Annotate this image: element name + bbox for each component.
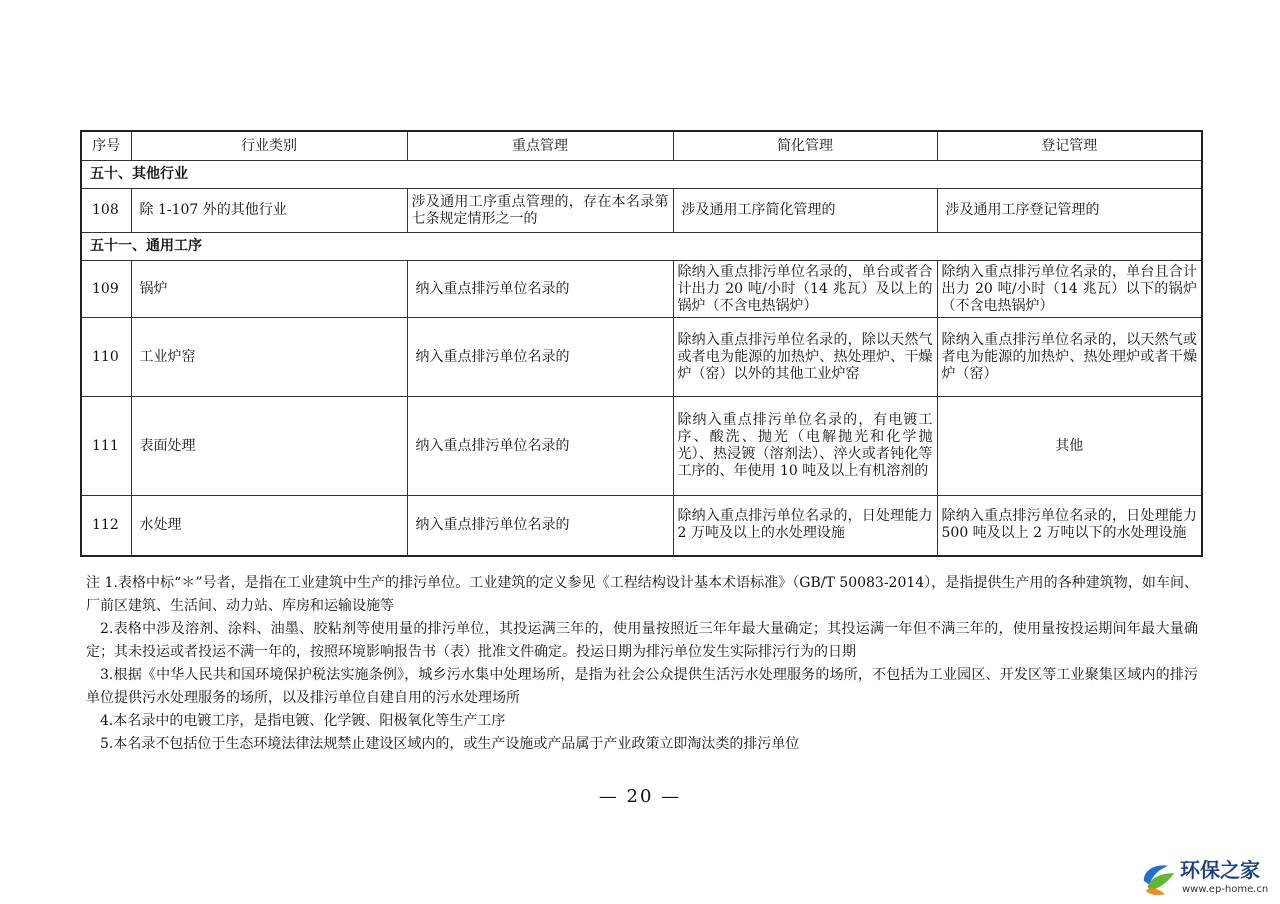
header-simplified-management: 简化管理 — [673, 131, 937, 161]
table-header-row — [81, 131, 1202, 161]
section-row — [81, 233, 1202, 261]
table-row — [81, 397, 1202, 496]
row-registration-management: 除纳入重点排污单位名录的，单台且合计出力 20 吨/小时（14 兆瓦）以下的锅炉（不含电热锅炉） — [937, 261, 1202, 318]
row-simplified-management: 除纳入重点排污单位名录的，除以天然气或者电为能源的加热炉、热处理炉、干燥炉（窑）以外的其他工业炉窑 — [673, 318, 937, 397]
header-industry-category: 行业类别 — [131, 131, 407, 161]
row-registration-management: 涉及通用工序登记管理的 — [937, 189, 1202, 233]
row-registration-management: 除纳入重点排污单位名录的，以天然气或者电为能源的加热炉、热处理炉或者干燥炉（窑） — [937, 318, 1202, 397]
row-registration-management: 其他 — [937, 397, 1202, 496]
row-number: 111 — [81, 397, 131, 496]
row-category: 表面处理 — [131, 397, 407, 496]
row-category: 锅炉 — [131, 261, 407, 318]
row-category: 工业炉窑 — [131, 318, 407, 397]
row-number: 109 — [81, 261, 131, 318]
row-key-management: 纳入重点排污单位名录的 — [407, 261, 673, 318]
note-item: 3.根据《中华人民共和国环境保护税法实施条例》，城乡污水集中处理场所，是指为社会公众提供生活污水处理服务的场所，不包括为工业园区、开发区等工业聚集区域内的排污单位提供污水处理服务的场所，以及排污单位自建自用的污水处理场所 — [86, 667, 1198, 706]
header-serial-number: 序号 — [81, 131, 131, 161]
section-title: 五十、其他行业 — [81, 161, 1202, 189]
table-row — [81, 261, 1202, 318]
row-category: 除 1-107 外的其他行业 — [131, 189, 407, 233]
table-row — [81, 189, 1202, 233]
row-simplified-management: 除纳入重点排污单位名录的，日处理能力 2 万吨及以上的水处理设施 — [673, 496, 937, 556]
table-row — [81, 318, 1202, 397]
table-notes — [86, 572, 1198, 756]
row-number: 110 — [81, 318, 131, 397]
watermark-title: 环保之家 — [1180, 858, 1260, 882]
section-row — [81, 161, 1202, 189]
row-number: 108 — [81, 189, 131, 233]
row-category: 水处理 — [131, 496, 407, 556]
page-number: — 20 — — [598, 786, 682, 807]
row-number: 112 — [81, 496, 131, 556]
header-key-management: 重点管理 — [407, 131, 673, 161]
section-title: 五十一、通用工序 — [81, 233, 1202, 261]
table-row — [81, 496, 1202, 556]
note-item: 2.表格中涉及溶剂、涂料、油墨、胶粘剂等使用量的排污单位，其投运满三年的，使用量按照近三年年最大量确定；其投运满一年但不满三年的，使用量按投运期间年最大量确定；其未投运或者投运不满一年的，按照环境影响报告书（表）批准文件确定。投运日期为排污单位发生实际排污行为的日期 — [86, 621, 1198, 660]
note-item: 5.本名录不包括位于生态环境法律法规禁止建设区域内的，或生产设施或产品属于产业政策立即淘汰类的排污单位 — [100, 736, 800, 752]
watermark-url: www.ep-home.cn — [1182, 884, 1269, 895]
note-item: 4.本名录中的电镀工序，是指电镀、化学镀、阳极氧化等生产工序 — [100, 713, 506, 729]
row-simplified-management: 除纳入重点排污单位名录的，有电镀工序、酸洗、抛光（电解抛光和化学抛光）、热浸镀（溶剂法）、淬火或者钝化等工序的、年使用 10 吨及以上有机溶剂的 — [673, 397, 937, 496]
row-key-management: 纳入重点排污单位名录的 — [407, 496, 673, 556]
row-key-management: 纳入重点排污单位名录的 — [407, 318, 673, 397]
note-item: 注 1.表格中标“＊”号者，是指在工业建筑中生产的排污单位。工业建筑的定义参见《工程结构设计基本术语标准》（GB/T 50083-2014），是指提供生产用的各种建筑物，如车间、厂前区建筑、生活间、动力站、库房和运输设施等 — [86, 575, 1198, 614]
row-simplified-management: 除纳入重点排污单位名录的，单台或者合计出力 20 吨/小时（14 兆瓦）及以上的锅炉（不含电热锅炉） — [673, 261, 937, 318]
header-registration-management: 登记管理 — [937, 131, 1202, 161]
industry-classification-table — [80, 130, 1203, 557]
row-registration-management: 除纳入重点排污单位名录的，日处理能力 500 吨及以上 2 万吨以下的水处理设施 — [937, 496, 1202, 556]
row-simplified-management: 涉及通用工序简化管理的 — [673, 189, 937, 233]
row-key-management: 纳入重点排污单位名录的 — [407, 397, 673, 496]
site-watermark-logo — [1140, 858, 1280, 902]
row-key-management: 涉及通用工序重点管理的，存在本名录第七条规定情形之一的 — [407, 189, 673, 233]
leaf-logo-icon — [1140, 860, 1178, 898]
